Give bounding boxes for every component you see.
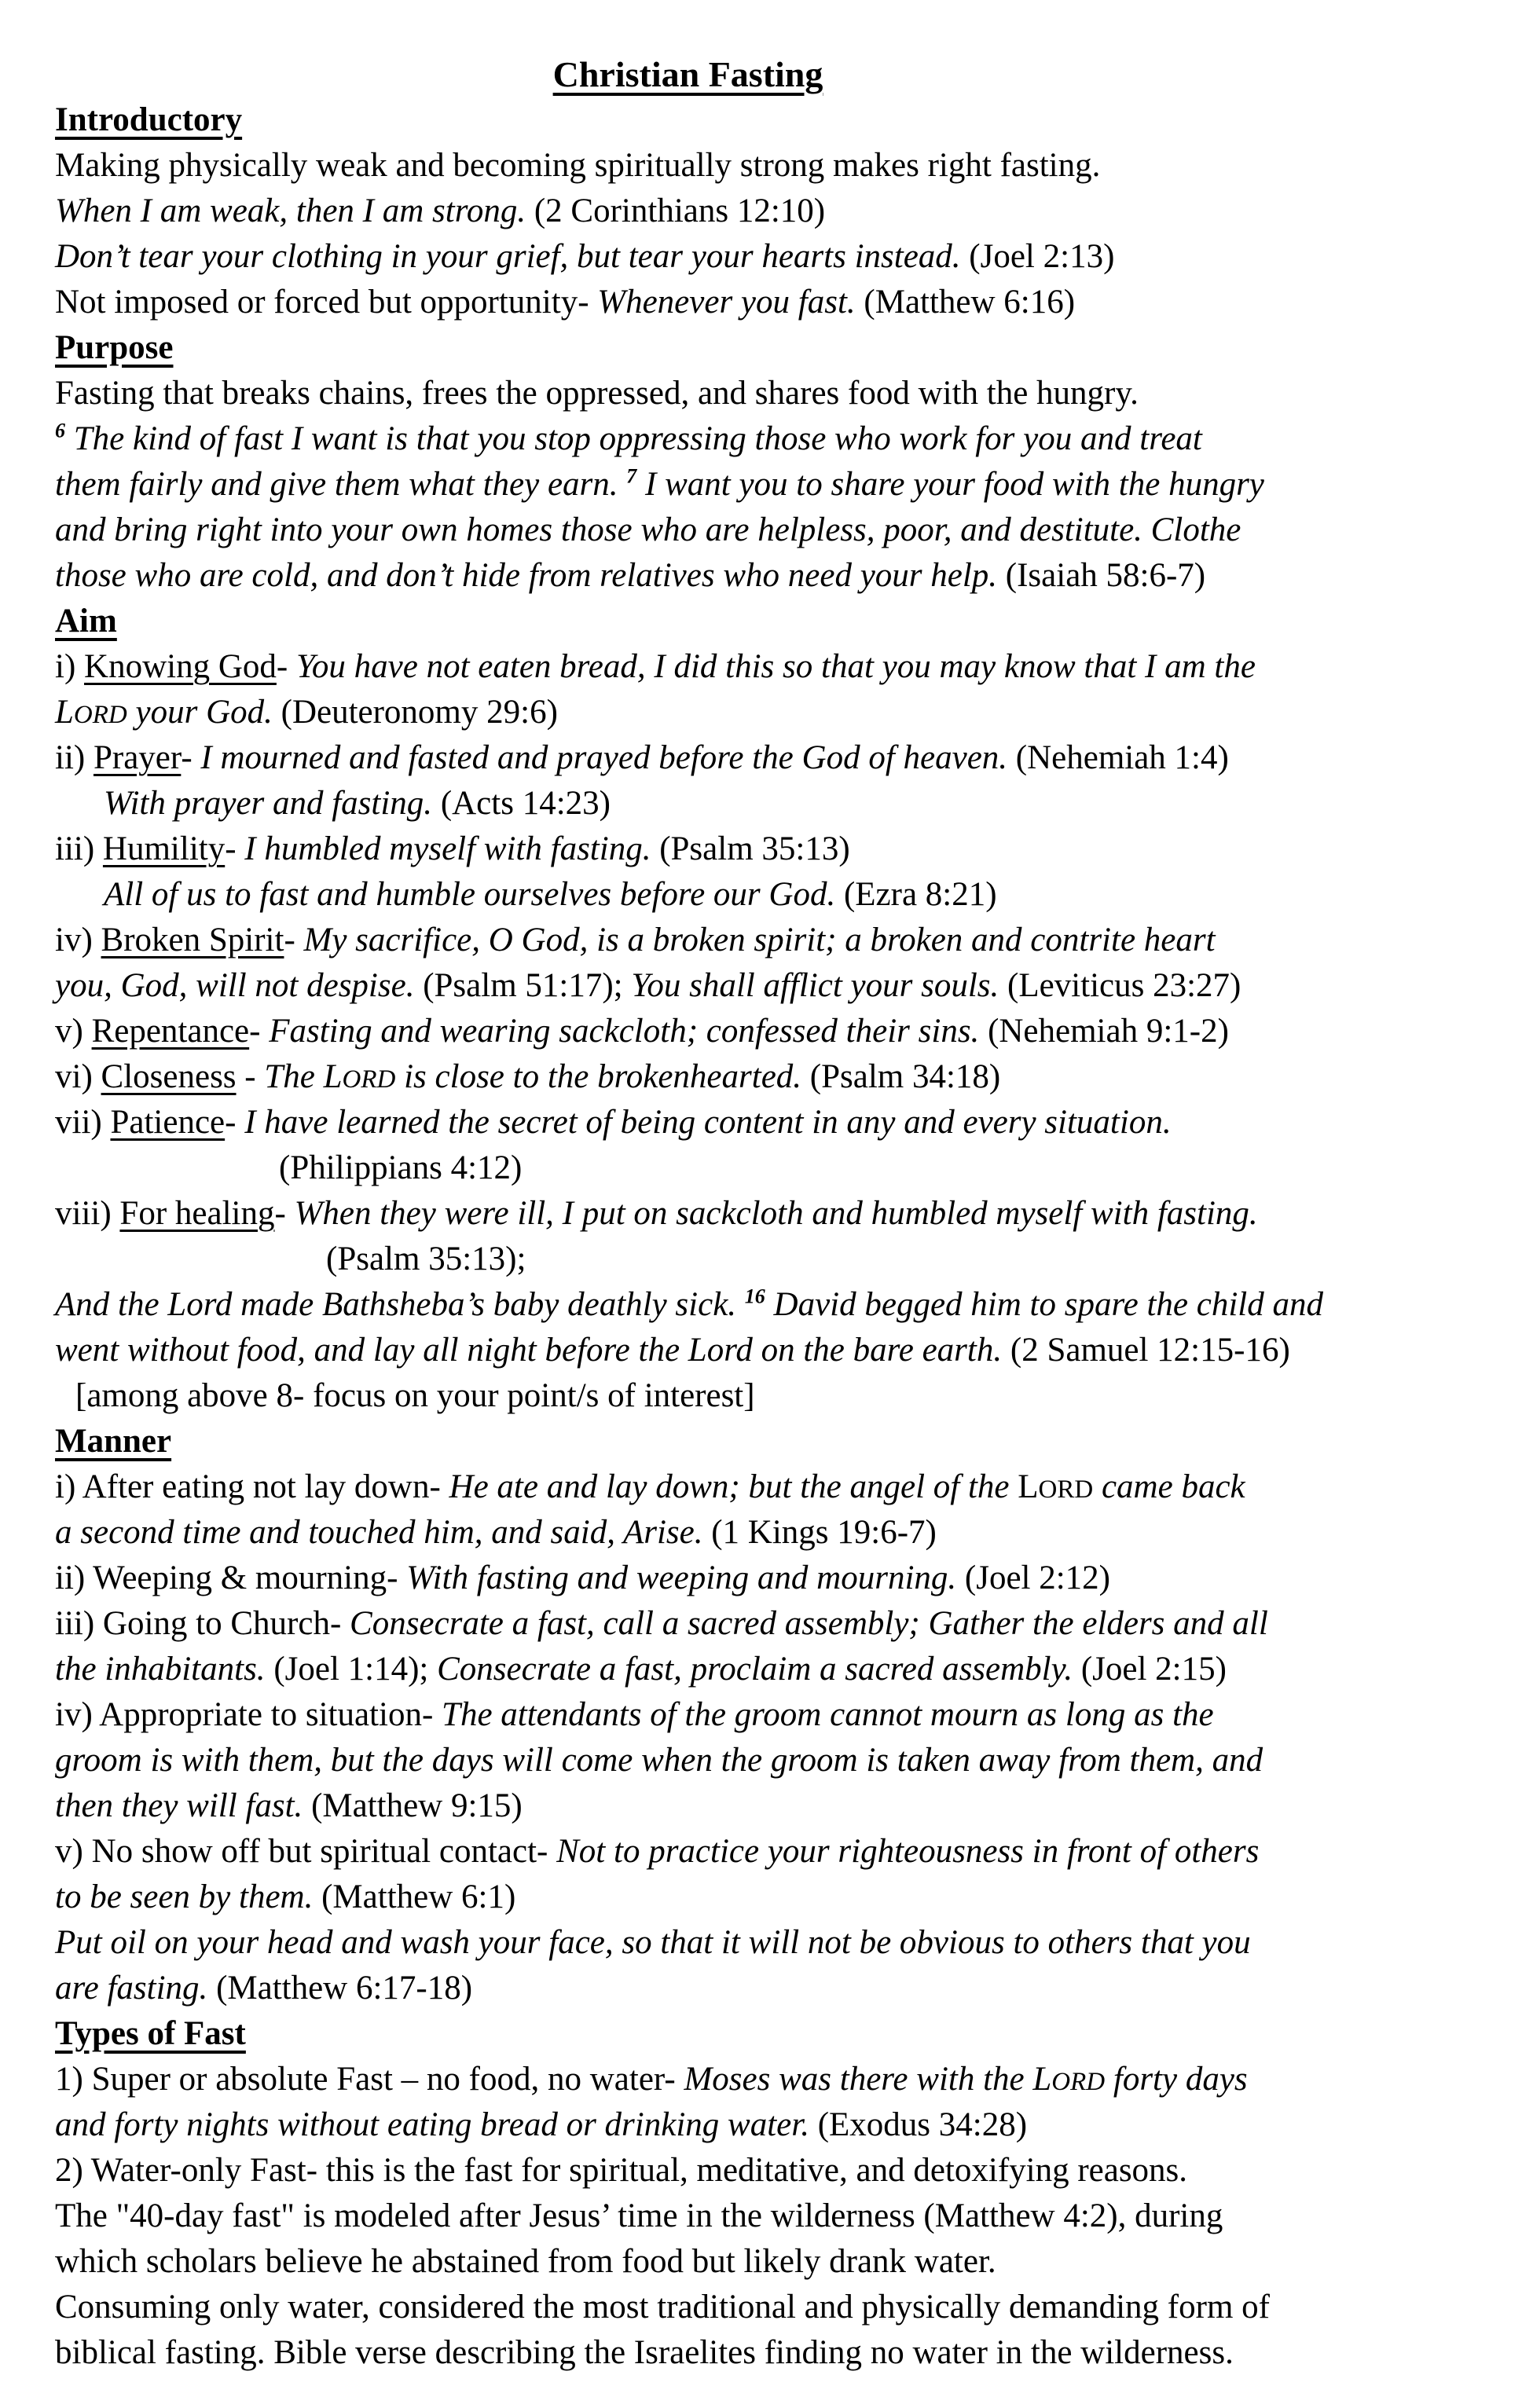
text-run: are fasting. bbox=[55, 1970, 208, 2007]
text-run: ii) bbox=[55, 739, 94, 776]
text-run: (1 Kings 19:6-7) bbox=[702, 1514, 937, 1551]
heading-types-of-fast bbox=[55, 2011, 1502, 2057]
doc-line bbox=[55, 280, 1502, 325]
text-run: Not to practice your righteousness in front of others bbox=[556, 1833, 1260, 1870]
text-run: Don’t tear your clothing in your grief, but tear your hearts instead. bbox=[55, 238, 961, 275]
doc-line bbox=[55, 143, 1502, 189]
text-run: I humbled myself with fasting. bbox=[244, 830, 651, 867]
text-run: Christian Fasting bbox=[552, 54, 823, 94]
doc-line bbox=[55, 1738, 1502, 1783]
text-run: ORD bbox=[1051, 2068, 1106, 2096]
text-run: And the Lord made Bathsheba’s baby deathly sick. bbox=[55, 1286, 745, 1323]
doc-line bbox=[55, 918, 1502, 963]
text-run: When they were ill, I put on sackcloth and humbled myself with fasting. bbox=[294, 1195, 1258, 1232]
text-run: (Joel 2:12) bbox=[956, 1560, 1110, 1596]
text-run: [among above 8- focus on your point/s of interest] bbox=[75, 1377, 755, 1414]
text-run: With prayer and fasting. bbox=[104, 785, 433, 822]
text-run: (Joel 2:13) bbox=[960, 238, 1115, 275]
text-run: All of us to fast and humble ourselves before our God. bbox=[104, 876, 836, 913]
text-run: I have learned the secret of being content in any and every situation. bbox=[244, 1104, 1172, 1141]
doc-line bbox=[55, 1464, 1502, 1510]
text-run: those who are cold, and don’t hide from relatives who need your help. bbox=[55, 557, 998, 594]
doc-line bbox=[55, 1145, 1502, 1191]
doc-line bbox=[55, 1647, 1502, 1692]
text-run: The L bbox=[264, 1058, 343, 1095]
text-run: Fasting and wearing sackcloth; confessed their sins. bbox=[269, 1013, 980, 1050]
doc-line bbox=[55, 644, 1502, 690]
text-run: For healing bbox=[119, 1195, 275, 1232]
text-run: (Nehemiah 9:1-2) bbox=[979, 1013, 1229, 1050]
text-run: You have not eaten bread, I did this so that you may know that I am the bbox=[295, 648, 1256, 685]
text-run: (Joel 1:14); bbox=[265, 1651, 438, 1688]
text-run: (Acts 14:23) bbox=[432, 785, 611, 822]
text-run: a second time and touched him, and said, Arise. bbox=[55, 1514, 703, 1551]
text-run: 16 bbox=[744, 1285, 765, 1308]
doc-line bbox=[55, 1054, 1502, 1100]
doc-line bbox=[55, 234, 1502, 280]
heading-purpose bbox=[55, 325, 1502, 371]
doc-line bbox=[55, 1556, 1502, 1601]
text-run: The kind of fast I want is that you stop oppressing those who work for you and treat bbox=[65, 420, 1202, 457]
text-run: Not imposed or forced but opportunity- bbox=[55, 284, 598, 321]
text-run: - bbox=[236, 1058, 265, 1095]
text-run: Knowing God bbox=[84, 648, 277, 685]
text-run: Prayer bbox=[93, 739, 182, 776]
text-run: viii) bbox=[55, 1195, 120, 1232]
text-run: which scholars believe he abstained from food but likely drank water. bbox=[55, 2243, 996, 2280]
text-run: came back bbox=[1093, 1468, 1245, 1505]
text-run: David begged him to spare the child and bbox=[765, 1286, 1323, 1323]
text-run: - bbox=[276, 648, 296, 685]
text-run: Whenever you fast. bbox=[597, 284, 856, 321]
doc-line bbox=[55, 2330, 1502, 2376]
text-run: Purpose bbox=[55, 329, 174, 366]
doc-line bbox=[55, 1510, 1502, 1556]
text-run: forty days bbox=[1105, 2061, 1248, 2098]
doc-line bbox=[55, 1328, 1502, 1373]
doc-line bbox=[55, 781, 1502, 826]
doc-line bbox=[55, 735, 1502, 781]
text-run: (Joel 2:15) bbox=[1073, 1651, 1227, 1688]
doc-line bbox=[55, 826, 1502, 872]
text-run: to be seen by them. bbox=[55, 1878, 314, 1915]
text-run: Broken Spirit bbox=[101, 922, 284, 958]
text-run: (2 Corinthians 12:10) bbox=[526, 192, 826, 229]
text-run: (Nehemiah 1:4) bbox=[1007, 739, 1229, 776]
text-run: then they will fast. bbox=[55, 1787, 303, 1824]
text-run: 2) Water-only Fast- this is the fast for spiritual, meditative, and detoxifying reasons. bbox=[55, 2152, 1188, 2189]
doc-line bbox=[55, 371, 1502, 416]
text-run: is close to the brokenhearted. bbox=[395, 1058, 802, 1095]
doc-line bbox=[55, 1237, 1502, 1282]
text-run: vii) bbox=[55, 1104, 111, 1141]
text-run: You shall afflict your souls. bbox=[631, 967, 999, 1004]
text-run: i) bbox=[55, 648, 85, 685]
heading-aim bbox=[55, 599, 1502, 644]
doc-line bbox=[55, 872, 1502, 918]
doc-line bbox=[55, 462, 1502, 508]
doc-line bbox=[55, 690, 1502, 735]
text-run: ii) Weeping & mourning- bbox=[55, 1560, 407, 1596]
text-run: L bbox=[1018, 1468, 1039, 1505]
text-run: them fairly and give them what they earn. bbox=[55, 466, 627, 503]
text-run: (Leviticus 23:27) bbox=[999, 967, 1241, 1004]
doc-line bbox=[55, 2239, 1502, 2285]
doc-line bbox=[55, 2148, 1502, 2194]
doc-title bbox=[55, 52, 1502, 97]
text-run: iv) Appropriate to situation- bbox=[55, 1696, 442, 1733]
text-run: Moses was there with the L bbox=[684, 2061, 1052, 2098]
doc-line bbox=[55, 1875, 1502, 1920]
doc-line bbox=[55, 2102, 1502, 2148]
text-run: 7 bbox=[626, 464, 637, 488]
text-run: (2 Samuel 12:15-16) bbox=[1002, 1332, 1290, 1369]
doc-line bbox=[55, 1692, 1502, 1738]
text-run: the inhabitants. bbox=[55, 1651, 266, 1688]
text-run: Consecrate a fast, call a sacred assembly; Gather the elders and all bbox=[350, 1605, 1268, 1642]
doc-line bbox=[55, 963, 1502, 1009]
doc-line bbox=[55, 508, 1502, 553]
text-run: v) bbox=[55, 1013, 92, 1050]
text-run: I mourned and fasted and prayed before the God of heaven. bbox=[200, 739, 1008, 776]
doc-line bbox=[55, 1920, 1502, 1966]
text-run: Types of Fast bbox=[55, 2015, 246, 2052]
text-run: (Psalm 35:13); bbox=[326, 1241, 526, 1277]
text-run: - bbox=[274, 1195, 295, 1232]
text-run: Consecrate a fast, proclaim a sacred assembly. bbox=[437, 1651, 1073, 1688]
doc-line bbox=[55, 189, 1502, 234]
doc-line bbox=[55, 1783, 1502, 1829]
text-run: - bbox=[225, 1104, 245, 1141]
text-run: (Matthew 6:1) bbox=[313, 1878, 516, 1915]
text-run: (Philippians 4:12) bbox=[279, 1149, 523, 1186]
text-run: - bbox=[181, 739, 201, 776]
text-run: Manner bbox=[55, 1423, 172, 1460]
text-run: My sacrifice, O God, is a broken spirit; a broken and contrite heart bbox=[303, 922, 1216, 958]
text-run: Patience bbox=[110, 1104, 226, 1141]
doc-line bbox=[55, 553, 1502, 599]
text-run: 1) Super or absolute Fast – no food, no water- bbox=[55, 2061, 684, 2098]
text-run: i) After eating not lay down- bbox=[55, 1468, 449, 1505]
text-run: - bbox=[249, 1013, 270, 1050]
doc-line bbox=[55, 1191, 1502, 1237]
text-run: Fasting that breaks chains, frees the oppressed, and shares food with the hungry. bbox=[55, 375, 1139, 412]
text-run: (Psalm 51:17); bbox=[414, 967, 632, 1004]
doc-line bbox=[55, 2194, 1502, 2239]
text-run: ORD bbox=[1038, 1475, 1094, 1504]
text-run: - bbox=[284, 922, 304, 958]
heading-introductory bbox=[55, 97, 1502, 143]
text-run: Repentance bbox=[91, 1013, 250, 1050]
text-run: iv) bbox=[55, 922, 101, 958]
text-run: groom is with them, but the days will come when the groom is taken away from them, and bbox=[55, 1742, 1263, 1779]
text-run: (Matthew 6:17-18) bbox=[207, 1970, 473, 2007]
doc-line bbox=[55, 2285, 1502, 2330]
doc-line bbox=[55, 1601, 1502, 1647]
text-run: ORD bbox=[342, 1065, 396, 1094]
text-run: I want you to share your food with the hungry bbox=[636, 466, 1264, 503]
text-run: The "40-day fast" is modeled after Jesus’ time in the wilderness (Matthew 4:2), during bbox=[55, 2197, 1223, 2234]
text-run: (Exodus 34:28) bbox=[809, 2106, 1028, 2143]
text-run: Consuming only water, considered the most traditional and physically demanding form of bbox=[55, 2289, 1270, 2326]
text-run: L bbox=[55, 694, 74, 731]
doc-line bbox=[55, 1009, 1502, 1054]
text-run: vi) bbox=[55, 1058, 101, 1095]
heading-manner bbox=[55, 1419, 1502, 1464]
text-run: biblical fasting. Bible verse describing the Israelites finding no water in the wilderness. bbox=[55, 2334, 1234, 2371]
text-run: With fasting and weeping and mourning. bbox=[406, 1560, 957, 1596]
text-run: Humility bbox=[102, 830, 226, 867]
text-run: Making physically weak and becoming spiritually strong makes right fasting. bbox=[55, 147, 1101, 184]
text-run: Introductory bbox=[55, 101, 243, 138]
text-run: When I am weak, then I am strong. bbox=[55, 192, 526, 229]
text-run: The attendants of the groom cannot mourn as long as the bbox=[442, 1696, 1214, 1733]
doc-line bbox=[55, 1966, 1502, 2011]
text-run: 6 bbox=[55, 419, 65, 442]
text-run: (Psalm 35:13) bbox=[651, 830, 850, 867]
text-run: went without food, and lay all night before the Lord on the bare earth. bbox=[55, 1332, 1003, 1369]
text-run: (Isaiah 58:6-7) bbox=[997, 557, 1206, 594]
text-run: iii) Going to Church- bbox=[55, 1605, 350, 1642]
doc-line bbox=[55, 1829, 1502, 1875]
text-run: Closeness bbox=[101, 1058, 237, 1095]
text-run: iii) bbox=[55, 830, 103, 867]
text-run: Put oil on your head and wash your face, so that it will not be obvious to others that you bbox=[55, 1924, 1251, 1961]
text-run: v) No show off but spiritual contact- bbox=[55, 1833, 557, 1870]
text-run: (Ezra 8:21) bbox=[835, 876, 997, 913]
text-run: and forty nights without eating bread or drinking water. bbox=[55, 2106, 809, 2143]
doc-line bbox=[55, 1100, 1502, 1145]
doc-line bbox=[55, 1282, 1502, 1328]
doc-line bbox=[55, 1373, 1502, 1419]
text-run: - bbox=[225, 830, 245, 867]
text-run: He ate and lay down; but the angel of the bbox=[449, 1468, 1018, 1505]
text-run: ORD bbox=[73, 701, 127, 729]
text-run: (Matthew 9:15) bbox=[303, 1787, 523, 1824]
text-run: (Psalm 34:18) bbox=[801, 1058, 1001, 1095]
doc-line bbox=[55, 2057, 1502, 2102]
doc-line bbox=[55, 416, 1502, 462]
text-run: your God. bbox=[127, 694, 273, 731]
text-run: and bring right into your own homes those who are helpless, poor, and destitute. Clothe bbox=[55, 511, 1241, 548]
text-run: (Deuteronomy 29:6) bbox=[272, 694, 558, 731]
text-run: you, God, will not despise. bbox=[55, 967, 415, 1004]
text-run: (Matthew 6:16) bbox=[855, 284, 1076, 321]
text-run: Aim bbox=[55, 603, 117, 640]
